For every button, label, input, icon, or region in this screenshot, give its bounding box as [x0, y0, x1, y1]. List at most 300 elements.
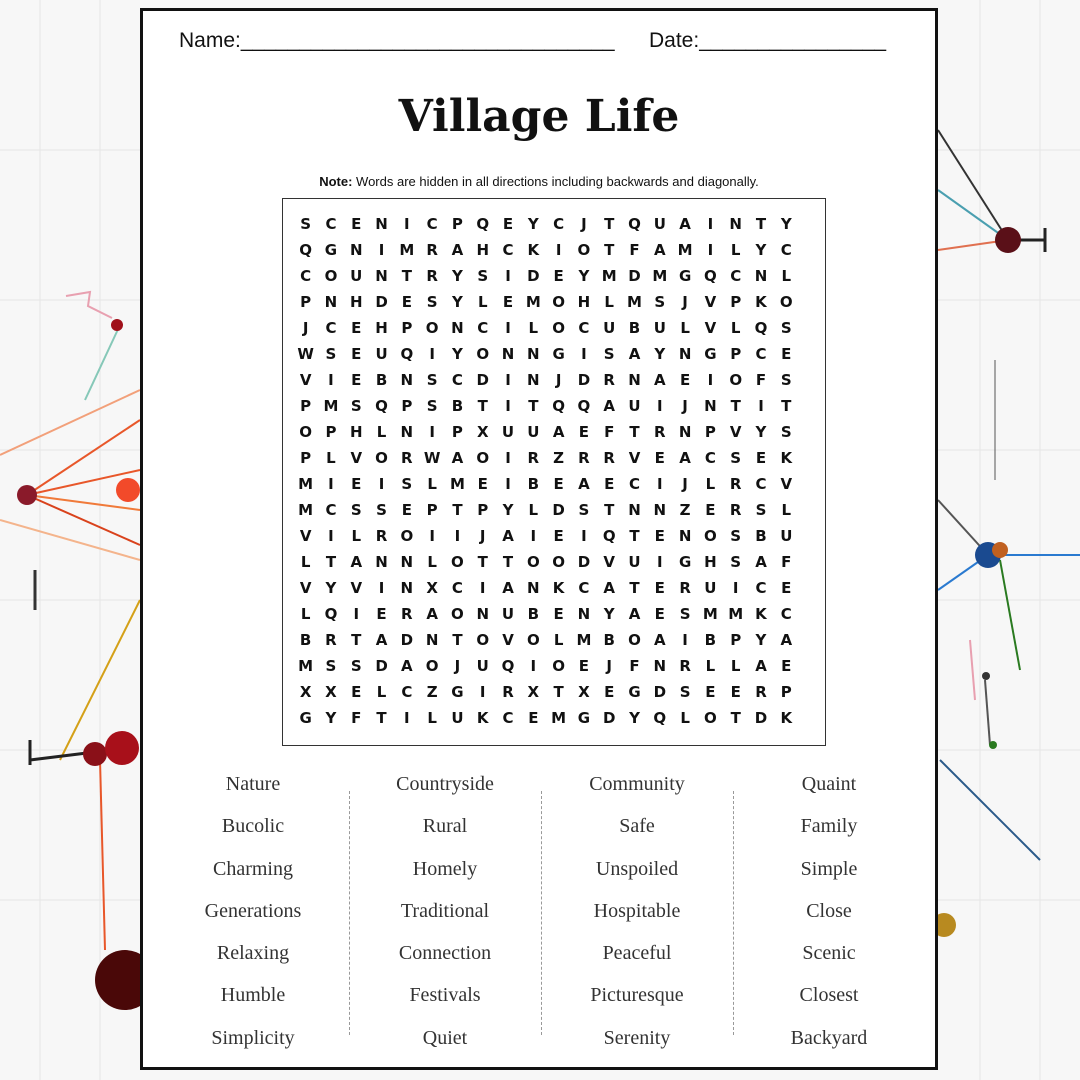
- grid-letter: T: [502, 553, 514, 571]
- grid-letter: A: [451, 449, 464, 467]
- grid-letter: O: [552, 553, 565, 571]
- grid-letter: A: [679, 215, 691, 233]
- grid-letter: R: [325, 631, 337, 649]
- word-bank-item: Simplicity: [211, 1026, 295, 1049]
- word-search-grid-box: [282, 198, 826, 746]
- grid-letter: E: [351, 371, 362, 389]
- grid-letter: B: [755, 527, 767, 545]
- grid-letter: B: [704, 631, 717, 649]
- grid-letter: D: [375, 293, 388, 311]
- grid-letter: Q: [476, 215, 490, 233]
- grid-letter: W: [423, 449, 441, 467]
- grid-letter: I: [328, 527, 334, 545]
- grid-letter: C: [325, 215, 337, 233]
- grid-letter: C: [401, 683, 413, 701]
- grid-letter: A: [654, 631, 666, 649]
- grid-letter: U: [375, 345, 388, 363]
- grid-letter: J: [606, 657, 612, 675]
- grid-letter: C: [300, 267, 312, 285]
- grid-letter: L: [427, 709, 437, 727]
- grid-letter: J: [682, 397, 688, 415]
- grid-letter: I: [657, 475, 663, 493]
- grid-letter: L: [705, 657, 716, 675]
- grid-letter: C: [325, 319, 337, 337]
- grid-letter: U: [527, 423, 540, 441]
- grid-letter: E: [781, 657, 792, 675]
- word-bank-item: Generations: [204, 899, 302, 922]
- grid-letter: P: [451, 215, 463, 233]
- grid-letter: A: [654, 371, 666, 389]
- grid-letter: R: [401, 605, 413, 623]
- note-body: Words are hidden in all directions including backwards and diagonally.: [352, 174, 759, 189]
- grid-letter: Q: [501, 657, 515, 675]
- grid-letter: U: [653, 215, 666, 233]
- grid-letter: O: [552, 319, 565, 337]
- grid-letter: Y: [755, 423, 767, 441]
- grid-letter: C: [578, 579, 590, 597]
- grid-letter: I: [657, 397, 663, 415]
- grid-letter: N: [577, 605, 591, 623]
- name-field-label: Name:________________________________: [179, 29, 615, 52]
- grid-letter: C: [755, 579, 767, 597]
- grid-letter: V: [299, 527, 312, 545]
- grid-letter: Q: [299, 241, 313, 259]
- grid-letter: O: [577, 241, 591, 259]
- grid-letter: D: [375, 657, 388, 675]
- grid-letter: Q: [653, 709, 667, 727]
- grid-letter: O: [476, 631, 490, 649]
- grid-letter: U: [780, 527, 793, 545]
- grid-letter: N: [678, 423, 692, 441]
- grid-letter: F: [629, 241, 640, 259]
- grid-letter: N: [704, 397, 717, 415]
- grid-letter: E: [781, 579, 792, 597]
- grid-letter: P: [730, 345, 742, 363]
- grid-letter: A: [603, 397, 616, 415]
- grid-letter: N: [375, 215, 388, 233]
- word-bank-item: Scenic: [802, 942, 856, 965]
- grid-letter: Y: [451, 293, 463, 311]
- word-bank-item: Serenity: [603, 1026, 671, 1049]
- word-bank-item: Family: [800, 815, 858, 838]
- grid-letter: T: [401, 267, 412, 285]
- grid-letter: X: [325, 683, 337, 701]
- word-bank-column: [157, 763, 349, 1063]
- grid-letter: N: [628, 501, 641, 519]
- grid-letter: Y: [578, 267, 590, 285]
- word-bank-item: Close: [806, 899, 852, 922]
- grid-letter: A: [755, 553, 767, 571]
- grid-letter: D: [552, 501, 565, 519]
- grid-letter: G: [552, 345, 565, 363]
- grid-letter: C: [477, 319, 489, 337]
- grid-letter: G: [451, 683, 464, 701]
- grid-letter: E: [654, 527, 665, 545]
- grid-letter: N: [678, 345, 692, 363]
- grid-letter: G: [324, 241, 338, 259]
- grid-letter: R: [578, 449, 590, 467]
- grid-letter: I: [378, 475, 385, 493]
- grid-letter: I: [353, 605, 360, 623]
- grid-letter: M: [449, 475, 465, 493]
- grid-letter: D: [653, 683, 667, 701]
- grid-letter: T: [629, 527, 640, 545]
- grid-letter: N: [349, 241, 363, 259]
- grid-letter: Z: [679, 501, 691, 519]
- grid-letter: L: [528, 501, 539, 519]
- grid-letter: K: [552, 579, 565, 597]
- grid-letter: A: [350, 553, 363, 571]
- grid-letter: N: [476, 605, 489, 623]
- grid-letter: B: [375, 371, 388, 389]
- word-bank-item: Rural: [422, 815, 468, 838]
- grid-letter: S: [350, 501, 362, 519]
- grid-letter: S: [300, 215, 312, 233]
- grid-letter: R: [729, 475, 742, 493]
- grid-letter: T: [604, 241, 615, 259]
- grid-letter: L: [376, 423, 387, 441]
- grid-letter: Z: [553, 449, 565, 467]
- grid-letter: R: [755, 683, 767, 701]
- grid-letter: P: [325, 423, 337, 441]
- grid-letter: F: [604, 423, 615, 441]
- word-bank-column: [349, 763, 541, 1063]
- grid-letter: C: [502, 709, 514, 727]
- grid-letter: I: [581, 345, 587, 363]
- grid-letter: K: [755, 605, 767, 623]
- grid-letter: E: [578, 657, 590, 675]
- grid-letter: J: [682, 293, 688, 311]
- grid-letter: Y: [502, 501, 514, 519]
- grid-letter: T: [629, 579, 640, 597]
- grid-letter: P: [300, 397, 312, 415]
- grid-letter: C: [553, 215, 565, 233]
- grid-letter: M: [728, 605, 744, 623]
- grid-letter: L: [730, 319, 741, 337]
- grid-letter: I: [682, 631, 688, 649]
- grid-letter: D: [577, 371, 591, 389]
- grid-letter: R: [527, 449, 540, 467]
- note-label: Note:: [319, 174, 353, 189]
- grid-letter: F: [781, 553, 792, 571]
- word-search-grid: [293, 211, 799, 731]
- grid-letter: V: [350, 579, 363, 597]
- grid-letter: A: [451, 241, 464, 259]
- grid-letter: I: [505, 475, 511, 493]
- grid-letter: L: [427, 553, 437, 571]
- grid-letter: C: [451, 371, 463, 389]
- grid-letter: L: [680, 319, 690, 337]
- grid-letter: X: [299, 683, 312, 701]
- grid-letter: E: [376, 605, 387, 623]
- grid-letter: G: [678, 553, 692, 571]
- grid-letter: Y: [780, 215, 792, 233]
- grid-letter: C: [704, 449, 716, 467]
- word-bank-column: [733, 763, 925, 1063]
- grid-letter: I: [429, 527, 435, 545]
- grid-letter: E: [351, 683, 362, 701]
- grid-letter: R: [729, 501, 742, 519]
- grid-letter: S: [679, 683, 691, 701]
- grid-letter: T: [553, 683, 564, 701]
- grid-letter: N: [678, 527, 692, 545]
- grid-letter: T: [755, 215, 767, 233]
- grid-letter: L: [604, 293, 614, 311]
- grid-letter: S: [401, 475, 413, 493]
- grid-letter: E: [553, 267, 564, 285]
- grid-letter: H: [349, 293, 363, 311]
- grid-letter: H: [577, 293, 591, 311]
- grid-letter: A: [502, 527, 514, 545]
- grid-letter: E: [528, 709, 539, 727]
- grid-letter: D: [577, 553, 591, 571]
- grid-letter: S: [603, 345, 615, 363]
- grid-letter: N: [400, 553, 414, 571]
- grid-letter: O: [400, 527, 414, 545]
- grid-letter: M: [323, 397, 339, 415]
- worksheet-page: [140, 8, 938, 1070]
- word-bank-item: Peaceful: [602, 942, 672, 965]
- grid-letter: I: [429, 345, 435, 363]
- grid-letter: N: [400, 579, 414, 597]
- grid-letter: A: [628, 605, 641, 623]
- grid-letter: L: [477, 293, 488, 311]
- grid-letter: U: [350, 267, 363, 285]
- grid-letter: R: [502, 683, 514, 701]
- grid-letter: O: [729, 371, 743, 389]
- grid-letter: U: [628, 553, 641, 571]
- grid-letter: C: [780, 241, 792, 259]
- grid-letter: I: [328, 475, 334, 493]
- grid-letter: G: [577, 709, 591, 727]
- note-text: [143, 174, 935, 189]
- word-bank-item: Charming: [213, 857, 293, 880]
- grid-letter: T: [376, 709, 387, 727]
- grid-letter: A: [780, 631, 793, 649]
- grid-letter: H: [349, 423, 363, 441]
- word-bank-item: Unspoiled: [595, 857, 679, 880]
- word-bank-item: Hospitable: [593, 899, 681, 922]
- grid-letter: U: [603, 319, 616, 337]
- grid-letter: A: [654, 241, 666, 259]
- grid-letter: A: [755, 657, 767, 675]
- grid-letter: E: [553, 605, 564, 623]
- grid-letter: P: [426, 501, 438, 519]
- grid-letter: Y: [451, 345, 463, 363]
- grid-letter: N: [729, 215, 742, 233]
- grid-letter: Q: [704, 267, 717, 285]
- grid-letter: I: [404, 215, 410, 233]
- grid-letter: E: [705, 683, 716, 701]
- grid-letter: E: [730, 683, 741, 701]
- grid-letter: L: [528, 319, 539, 337]
- grid-letter: R: [603, 449, 615, 467]
- grid-letter: F: [629, 657, 640, 675]
- grid-letter: N: [653, 501, 667, 519]
- grid-letter: B: [603, 631, 615, 649]
- grid-letter: S: [730, 553, 742, 571]
- grid-letter: H: [704, 553, 717, 571]
- grid-letter: P: [300, 449, 312, 467]
- grid-letter: I: [505, 397, 511, 415]
- grid-letter: E: [351, 475, 362, 493]
- word-bank-item: Countryside: [396, 773, 494, 795]
- grid-letter: V: [704, 293, 717, 311]
- grid-letter: S: [780, 319, 792, 337]
- grid-letter: J: [479, 527, 486, 545]
- grid-letter: P: [730, 293, 742, 311]
- grid-letter: R: [426, 267, 438, 285]
- grid-letter: E: [502, 293, 514, 311]
- grid-letter: Y: [527, 215, 539, 233]
- grid-letter: A: [628, 345, 641, 363]
- grid-letter: M: [652, 267, 668, 285]
- grid-letter: D: [602, 709, 616, 727]
- grid-letter: Y: [654, 345, 666, 363]
- grid-letter: M: [677, 241, 693, 259]
- grid-letter: F: [351, 709, 362, 727]
- grid-letter: I: [657, 553, 663, 571]
- grid-letter: O: [552, 293, 565, 311]
- grid-letter: D: [400, 631, 414, 649]
- grid-letter: S: [780, 423, 792, 441]
- grid-letter: N: [527, 345, 540, 363]
- grid-letter: I: [404, 709, 410, 727]
- grid-letter: L: [553, 631, 564, 649]
- grid-letter: M: [627, 293, 642, 311]
- grid-letter: Q: [754, 319, 768, 337]
- grid-letter: V: [299, 371, 312, 389]
- grid-letter: Y: [755, 631, 767, 649]
- grid-letter: L: [427, 475, 437, 493]
- grid-letter: B: [628, 319, 641, 337]
- grid-letter: E: [477, 475, 488, 493]
- grid-letter: Y: [325, 709, 337, 727]
- grid-letter: N: [501, 345, 515, 363]
- grid-letter: S: [780, 371, 792, 389]
- grid-letter: I: [707, 371, 714, 389]
- grid-letter: L: [300, 605, 311, 623]
- grid-letter: R: [426, 241, 438, 259]
- grid-letter: I: [505, 371, 511, 389]
- grid-letter: L: [705, 475, 716, 493]
- grid-letter: S: [755, 501, 767, 519]
- grid-letter: F: [755, 371, 767, 389]
- grid-letter: L: [680, 709, 690, 727]
- grid-letter: D: [527, 267, 540, 285]
- grid-letter: O: [451, 605, 464, 623]
- grid-letter: Y: [451, 267, 463, 285]
- grid-letter: T: [477, 397, 488, 415]
- word-bank-item: Backyard: [790, 1026, 868, 1049]
- grid-letter: L: [781, 267, 792, 285]
- grid-letter: M: [702, 605, 718, 623]
- grid-letter: T: [351, 631, 362, 649]
- grid-letter: U: [628, 397, 641, 415]
- grid-letter: C: [451, 579, 463, 597]
- grid-letter: D: [628, 267, 641, 285]
- grid-letter: Q: [324, 605, 338, 623]
- grid-letter: Q: [400, 345, 414, 363]
- grid-letter: E: [604, 475, 615, 493]
- grid-letter: V: [502, 631, 514, 649]
- word-bank-item: Traditional: [400, 899, 490, 922]
- grid-letter: V: [704, 319, 717, 337]
- grid-letter: T: [528, 397, 539, 415]
- grid-letter: N: [324, 293, 338, 311]
- grid-letter: S: [426, 397, 438, 415]
- grid-letter: S: [578, 501, 590, 519]
- grid-letter: Q: [552, 397, 565, 415]
- word-bank-item: Festivals: [409, 984, 481, 1007]
- grid-letter: T: [781, 397, 792, 415]
- word-bank-item: Connection: [398, 942, 492, 965]
- grid-letter: E: [781, 345, 792, 363]
- grid-letter: N: [375, 553, 388, 571]
- grid-letter: Y: [325, 579, 337, 597]
- grid-letter: I: [707, 215, 714, 233]
- grid-letter: L: [730, 657, 741, 675]
- grid-letter: B: [527, 475, 540, 493]
- grid-letter: L: [351, 527, 362, 545]
- grid-letter: I: [378, 579, 385, 597]
- grid-letter: A: [375, 631, 388, 649]
- grid-letter: X: [578, 683, 590, 701]
- grid-letter: V: [729, 423, 742, 441]
- grid-letter: E: [553, 475, 564, 493]
- grid-letter: M: [601, 267, 617, 285]
- grid-letter: B: [451, 397, 464, 415]
- grid-letter: L: [781, 501, 792, 519]
- grid-letter: I: [707, 241, 714, 259]
- grid-letter: E: [553, 527, 564, 545]
- grid-letter: V: [603, 553, 616, 571]
- grid-letter: U: [653, 319, 666, 337]
- grid-letter: O: [704, 709, 717, 727]
- word-bank: [157, 763, 925, 1063]
- grid-letter: O: [299, 423, 313, 441]
- grid-letter: M: [576, 631, 592, 649]
- grid-letter: U: [704, 579, 717, 597]
- grid-letter: T: [730, 397, 741, 415]
- grid-letter: N: [425, 631, 439, 649]
- grid-letter: N: [754, 267, 768, 285]
- word-bank-item: Homely: [412, 857, 478, 880]
- word-bank-item: Humble: [220, 984, 286, 1007]
- grid-letter: M: [298, 501, 314, 519]
- grid-letter: X: [476, 423, 489, 441]
- grid-letter: M: [551, 709, 567, 727]
- grid-letter: M: [525, 293, 541, 311]
- grid-letter: R: [375, 527, 388, 545]
- grid-letter: S: [350, 397, 362, 415]
- grid-letter: C: [755, 475, 767, 493]
- grid-letter: K: [780, 449, 793, 467]
- grid-letter: C: [325, 501, 337, 519]
- grid-letter: P: [477, 501, 489, 519]
- date-field-label: Date:________________: [649, 29, 887, 52]
- grid-letter: O: [552, 657, 565, 675]
- grid-letter: I: [555, 241, 562, 259]
- grid-letter: V: [628, 449, 641, 467]
- grid-letter: T: [477, 553, 488, 571]
- grid-letter: E: [679, 371, 691, 389]
- grid-letter: E: [654, 449, 665, 467]
- grid-letter: E: [654, 605, 665, 623]
- grid-letter: U: [476, 657, 489, 675]
- grid-letter: P: [300, 293, 312, 311]
- grid-letter: Q: [375, 397, 388, 415]
